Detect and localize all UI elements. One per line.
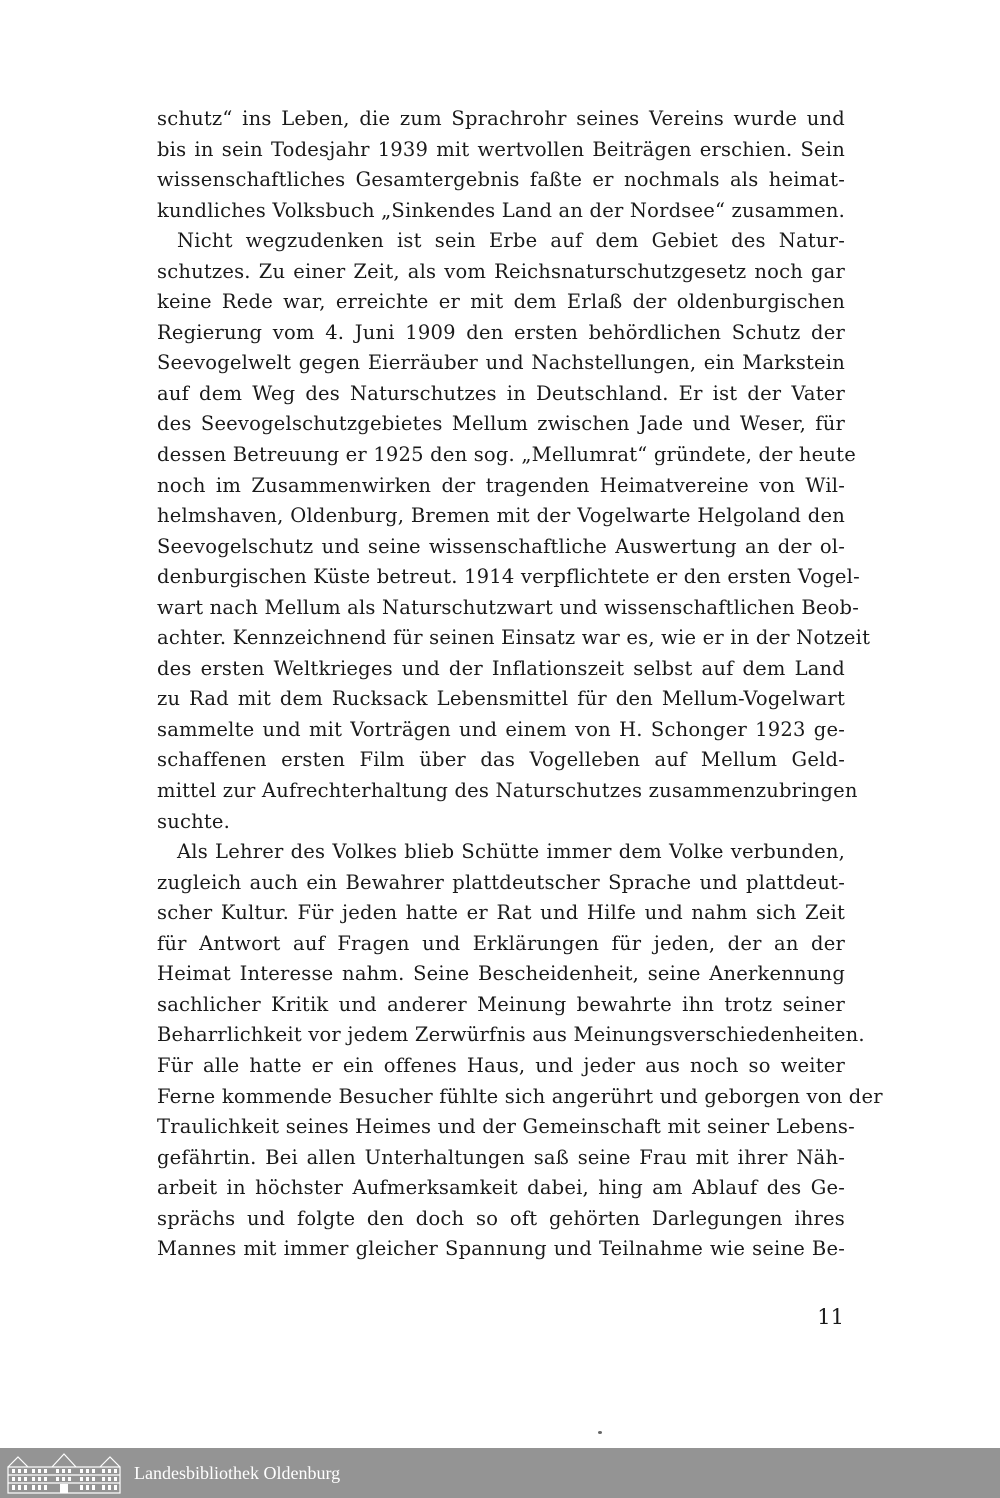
text-line: bis in sein Todesjahr 1939 mit wertvollen Beiträgen erschien. Sein bbox=[157, 137, 845, 161]
text-line: Beharrlichkeit vor jedem Zerwürfnis aus Meinungsverschiedenheiten. bbox=[157, 1023, 865, 1047]
library-name: Landesbibliothek Oldenburg bbox=[134, 1463, 341, 1483]
text-line: sammelte und mit Vorträgen und einem von H. Schonger 1923 ge- bbox=[157, 717, 845, 741]
text-line: wissenschaftliches Gesamtergebnis faßte er nochmals als heimat- bbox=[157, 168, 845, 192]
text-line: Seevogelwelt gegen Eierräuber und Nachstellungen, ein Markstein bbox=[157, 351, 845, 375]
text-line: des ersten Weltkrieges und der Inflationszeit selbst auf dem Land bbox=[157, 656, 845, 680]
text-line: Seevogelschutz und seine wissenschaftliche Auswertung an der ol- bbox=[157, 534, 845, 558]
text-line: achter. Kennzeichnend für seinen Einsatz war es, wie er in der Notzeit bbox=[157, 626, 871, 650]
text-line: schutzes. Zu einer Zeit, als vom Reichsnaturschutzgesetz noch gar bbox=[157, 259, 845, 283]
text-line: Heimat Interesse nahm. Seine Bescheidenheit, seine Anerkennung bbox=[157, 962, 845, 986]
text-line: zugleich auch ein Bewahrer plattdeutscher Sprache und plattdeut- bbox=[157, 870, 845, 894]
text-line: für Antwort auf Fragen und Erklärungen für jeden, der an der bbox=[157, 931, 845, 955]
text-line: Für alle hatte er ein offenes Haus, und jeder aus noch so weiter bbox=[157, 1053, 845, 1077]
text-line: Nicht wegzudenken ist sein Erbe auf dem Gebiet des Natur- bbox=[177, 229, 845, 253]
text-line: keine Rede war, erreichte er mit dem Erlaß der oldenburgischen bbox=[157, 290, 845, 314]
text-line: Als Lehrer des Volkes blieb Schütte immer dem Volke verbunden, bbox=[177, 840, 845, 864]
text-line: arbeit in höchster Aufmerksamkeit dabei, hing am Ablauf des Ge- bbox=[157, 1176, 845, 1200]
text-line: Mannes mit immer gleicher Spannung und Teilnahme wie seine Be- bbox=[157, 1237, 845, 1261]
text-line: scher Kultur. Für jeden hatte er Rat und Hilfe und nahm sich Zeit bbox=[157, 901, 845, 925]
text-line: suchte. bbox=[157, 809, 231, 833]
text-line: Regierung vom 4. Juni 1909 den ersten behördlichen Schutz der bbox=[157, 320, 845, 344]
text-line: kundliches Volksbuch „Sinkendes Land an der Nordsee“ zusammen. bbox=[157, 198, 846, 222]
text-line: des Seevogelschutzgebietes Mellum zwischen Jade und Weser, für bbox=[157, 412, 845, 436]
text-line: zu Rad mit dem Rucksack Lebensmittel für den Mellum-Vogelwart bbox=[157, 687, 845, 711]
body-text bbox=[157, 104, 883, 1265]
scan-speck bbox=[598, 1431, 602, 1434]
text-line: Ferne kommende Besucher fühlte sich angerührt und geborgen von der bbox=[157, 1084, 883, 1108]
text-line: dessen Betreuung er 1925 den sog. „Mellumrat“ gründete, der heute bbox=[157, 443, 856, 467]
library-footer-bar bbox=[0, 1448, 1000, 1498]
text-line: schutz“ ins Leben, die zum Sprachrohr seines Vereins wurde und bbox=[157, 107, 845, 130]
text-line: auf dem Weg des Naturschutzes in Deutschland. Er ist der Vater bbox=[157, 381, 845, 405]
text-line: sprächs und folgte den doch so oft gehörten Darlegungen ihres bbox=[157, 1206, 845, 1230]
text-line: sachlicher Kritik und anderer Meinung bewahrte ihn trotz seiner bbox=[157, 992, 845, 1016]
text-line: noch im Zusammenwirken der tragenden Heimatvereine von Wil- bbox=[157, 473, 845, 497]
library-building-icon bbox=[6, 1451, 122, 1495]
text-line: Traulichkeit seines Heimes und der Gemeinschaft mit seiner Lebens- bbox=[157, 1115, 855, 1139]
text-line: schaffenen ersten Film über das Vogelleben auf Mellum Geld- bbox=[157, 748, 845, 772]
text-line: denburgischen Küste betreut. 1914 verpflichtete er den ersten Vogel- bbox=[157, 565, 860, 589]
page-number: 11 bbox=[817, 1305, 844, 1329]
text-line: wart nach Mellum als Naturschutzwart und wissenschaftlichen Beob- bbox=[157, 595, 860, 619]
text-line: gefährtin. Bei allen Unterhaltungen saß seine Frau mit ihrer Näh- bbox=[157, 1145, 845, 1169]
text-line: helmshaven, Oldenburg, Bremen mit der Vogelwarte Helgoland den bbox=[157, 504, 845, 528]
text-line: mittel zur Aufrechterhaltung des Naturschutzes zusammenzubringen bbox=[157, 779, 858, 803]
